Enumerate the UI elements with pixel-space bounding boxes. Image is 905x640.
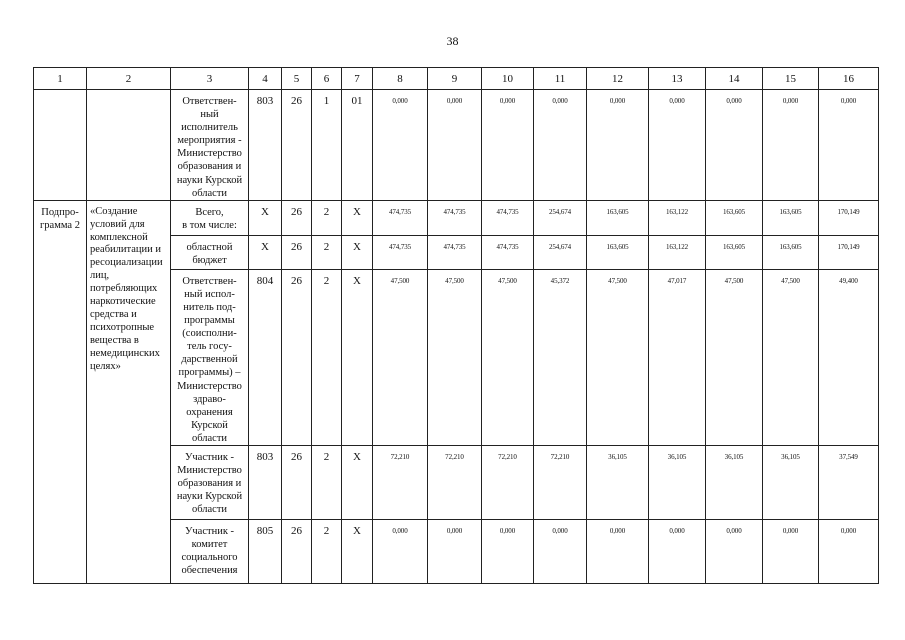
role-cell (171, 519, 249, 583)
code-cell: 2 (312, 519, 342, 583)
code-cell: 2 (312, 269, 342, 445)
column-header: 3 (171, 68, 249, 90)
value-cell: 0,000 (587, 519, 649, 583)
budget-table (33, 67, 879, 584)
column-header: 15 (763, 68, 819, 90)
role-cell (171, 90, 249, 201)
text-line: Подпро- (41, 206, 79, 218)
value-cell: 36,105 (587, 445, 649, 519)
column-header: 16 (819, 68, 879, 90)
value-cell: 72,210 (534, 445, 587, 519)
code-cell: 26 (282, 269, 312, 445)
table-row (34, 200, 879, 235)
text-line: обеспечения (181, 565, 238, 577)
text-line: дарственной (181, 354, 238, 366)
value-cell: 474,735 (373, 200, 428, 235)
value-cell: 0,000 (649, 519, 706, 583)
value-cell: 474,735 (428, 235, 482, 269)
value-cell: 474,735 (482, 235, 534, 269)
text-line: немедицинских (90, 347, 160, 359)
code-cell: Х (249, 200, 282, 235)
value-cell: 254,674 (534, 235, 587, 269)
code-cell: Х (249, 235, 282, 269)
column-header: 4 (249, 68, 282, 90)
value-cell: 0,000 (587, 90, 649, 201)
value-cell: 72,210 (373, 445, 428, 519)
text-line: Ответствен- (182, 275, 237, 287)
value-cell: 47,500 (482, 269, 534, 445)
value-cell: 36,105 (763, 445, 819, 519)
text-line: реабилитации и (90, 244, 161, 256)
column-header: 13 (649, 68, 706, 90)
code-cell: 26 (282, 519, 312, 583)
text-line: в том числе: (182, 219, 237, 231)
text-line: целях» (90, 360, 121, 372)
code-cell: Х (342, 519, 373, 583)
code-cell: Х (342, 269, 373, 445)
value-cell: 0,000 (534, 519, 587, 583)
value-cell: 163,605 (587, 235, 649, 269)
code-cell: Х (342, 445, 373, 519)
subprogram-name (34, 200, 87, 583)
text-line: образования и (177, 161, 242, 173)
value-cell: 163,605 (587, 200, 649, 235)
column-header: 5 (282, 68, 312, 90)
empty-cell (34, 90, 87, 201)
text-line: тель госу- (187, 341, 232, 353)
text-line: средства и (90, 309, 137, 320)
value-cell: 72,210 (482, 445, 534, 519)
column-header: 14 (706, 68, 763, 90)
value-cell: 36,105 (649, 445, 706, 519)
column-header: 2 (87, 68, 171, 90)
text-line: бюджет (192, 254, 227, 266)
column-header: 12 (587, 68, 649, 90)
text-line: Министерство (177, 380, 242, 392)
value-cell: 0,000 (763, 90, 819, 201)
code-cell: 26 (282, 90, 312, 201)
text-line: лиц, (90, 270, 110, 282)
value-cell: 163,605 (763, 200, 819, 235)
value-cell: 474,735 (428, 200, 482, 235)
value-cell: 47,500 (428, 269, 482, 445)
code-cell: 26 (282, 445, 312, 519)
value-cell: 0,000 (482, 519, 534, 583)
text-line: Министерство (177, 465, 242, 477)
text-line: программы (184, 315, 235, 327)
column-header: 10 (482, 68, 534, 90)
role-cell (171, 445, 249, 519)
text-line: вещества в (90, 334, 139, 346)
value-cell: 0,000 (649, 90, 706, 201)
value-cell: 170,149 (819, 235, 879, 269)
text-line: наркотические (90, 296, 156, 308)
role-cell (171, 269, 249, 445)
value-cell: 0,000 (819, 90, 879, 201)
text-line: образования и (177, 478, 242, 490)
column-number-row (34, 68, 879, 90)
column-header: 7 (342, 68, 373, 90)
value-cell: 254,674 (534, 200, 587, 235)
value-cell: 163,605 (706, 200, 763, 235)
text-line: ресоциализации (90, 257, 163, 269)
table-row (34, 90, 879, 201)
value-cell: 163,122 (649, 200, 706, 235)
value-cell: 37,549 (819, 445, 879, 519)
value-cell: 47,500 (763, 269, 819, 445)
text-line: области (191, 187, 228, 199)
text-line: социального (181, 552, 238, 564)
code-cell: 2 (312, 235, 342, 269)
role-cell (171, 235, 249, 269)
code-cell: 804 (249, 269, 282, 445)
text-line: комплексной (90, 231, 148, 243)
value-cell: 0,000 (706, 90, 763, 201)
text-line: комитет (191, 539, 228, 551)
code-cell: 2 (312, 445, 342, 519)
text-line: нитель под- (183, 301, 236, 313)
value-cell: 47,500 (373, 269, 428, 445)
value-cell: 36,105 (706, 445, 763, 519)
subprogram-description (87, 200, 171, 583)
text-line: исполнитель (181, 122, 238, 134)
text-line: грамма 2 (40, 219, 80, 231)
role-cell (171, 200, 249, 235)
value-cell: 0,000 (706, 519, 763, 583)
value-cell: 49,400 (819, 269, 879, 445)
value-cell: 474,735 (373, 235, 428, 269)
code-cell: 01 (342, 90, 373, 201)
text-line: психотропные (90, 321, 155, 333)
code-cell: Х (342, 235, 373, 269)
text-line: Всего, (195, 206, 224, 218)
code-cell: 803 (249, 90, 282, 201)
value-cell: 0,000 (482, 90, 534, 201)
value-cell: 163,605 (763, 235, 819, 269)
text-line: «Создание условий для (90, 205, 145, 230)
value-cell: 0,000 (373, 90, 428, 201)
text-line: мероприятия - (177, 135, 242, 147)
text-line: здраво- (193, 393, 226, 405)
value-cell: 0,000 (428, 519, 482, 583)
text-line: охранения (186, 406, 233, 418)
text-line: Участник - (184, 525, 235, 537)
text-line: Курской (191, 419, 228, 431)
code-cell: 2 (312, 200, 342, 235)
text-line: науки Курской (176, 174, 243, 186)
value-cell: 47,017 (649, 269, 706, 445)
value-cell: 474,735 (482, 200, 534, 235)
text-line: области (191, 504, 228, 516)
column-header: 9 (428, 68, 482, 90)
code-cell: 803 (249, 445, 282, 519)
column-header: 6 (312, 68, 342, 90)
text-line: ный испол- (184, 288, 235, 300)
text-line: ный (200, 109, 219, 121)
code-cell: 805 (249, 519, 282, 583)
value-cell: 0,000 (534, 90, 587, 201)
text-line: областной (186, 241, 233, 253)
page-number: 38 (446, 34, 459, 48)
value-cell: 72,210 (428, 445, 482, 519)
code-cell: Х (342, 200, 373, 235)
value-cell: 0,000 (819, 519, 879, 583)
code-cell: 26 (282, 200, 312, 235)
text-line: потребляющих (90, 283, 158, 295)
value-cell: 47,500 (587, 269, 649, 445)
column-header: 1 (34, 68, 87, 90)
value-cell: 0,000 (763, 519, 819, 583)
text-line: Участник - (184, 451, 235, 463)
value-cell: 0,000 (428, 90, 482, 201)
text-line: Ответствен- (182, 96, 237, 107)
text-line: программы) – (178, 367, 241, 379)
value-cell: 45,372 (534, 269, 587, 445)
empty-cell (87, 90, 171, 201)
text-line: Министерство (177, 148, 242, 160)
value-cell: 163,122 (649, 235, 706, 269)
value-cell: 163,605 (706, 235, 763, 269)
column-header: 11 (534, 68, 587, 90)
text-line: науки Курской (176, 491, 243, 503)
column-header: 8 (373, 68, 428, 90)
code-cell: 26 (282, 235, 312, 269)
text-line: области (191, 432, 228, 444)
value-cell: 170,149 (819, 200, 879, 235)
value-cell: 47,500 (706, 269, 763, 445)
code-cell: 1 (312, 90, 342, 201)
text-line: (соисполни- (182, 328, 237, 340)
value-cell: 0,000 (373, 519, 428, 583)
